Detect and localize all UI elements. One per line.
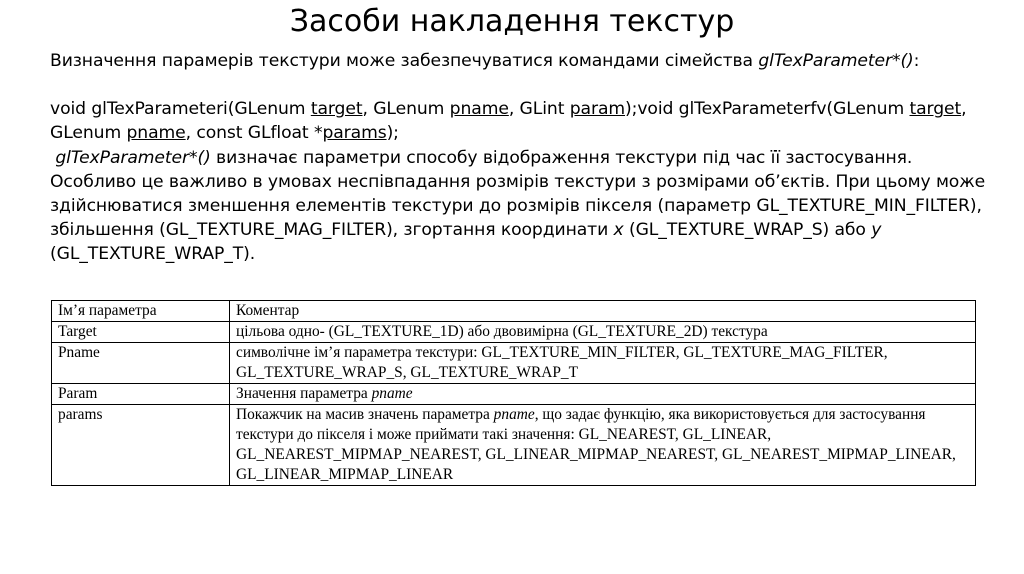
- intro-paragraph: [50, 49, 1000, 73]
- sig-part: , GLint: [508, 99, 570, 120]
- table-row: [52, 384, 976, 405]
- intro-colon: :: [913, 51, 920, 71]
- arg-pname: pname: [449, 99, 509, 120]
- param-name-cell: Param: [52, 384, 230, 405]
- param-comment-cell: [230, 384, 976, 405]
- description-text: визначає параметри способу відображення текстури під час її застосування. Особливо це важливо в умовах неспівпадання розмірів текстури з розмірами об’єктів. При цьому може здійснюватися зменшення елементів текстури до розмірів пікселя (параметр GL_TEXTURE_MIN_FILTER), збільшення (GL_TEXTURE_MAG_FILTER), згортання координати: [50, 147, 986, 241]
- comment-italic: pname: [371, 385, 413, 402]
- arg-params: params: [322, 123, 387, 144]
- arg-target: target: [310, 99, 363, 120]
- arg-pname: pname: [126, 123, 186, 144]
- description-text: (GL_TEXTURE_WRAP_T).: [50, 244, 256, 265]
- comment-italic: pname: [493, 406, 535, 423]
- arg-target: target: [909, 99, 962, 120]
- header-comment-cell: Коментар: [230, 301, 976, 322]
- sig-part: , GLenum: [362, 99, 450, 120]
- intro-text: Визначення парамерів текстури може забезпечуватися командами сімейства: [50, 51, 759, 71]
- comment-text: Покажчик на масив значень параметра: [236, 406, 494, 423]
- parameters-table: [51, 300, 976, 486]
- param-name-cell: Target: [52, 322, 230, 343]
- table-header-row: [52, 301, 976, 322]
- arg-param: param: [569, 99, 626, 120]
- table-row: [52, 405, 976, 486]
- sig-part: );void glTexParameterfv(GLenum: [625, 99, 910, 120]
- param-comment-cell: цільова одно- (GL_TEXTURE_1D) або двовимірна (GL_TEXTURE_2D) текстура: [230, 322, 976, 343]
- table-row: [52, 322, 976, 343]
- description-paragraph: [50, 146, 1000, 267]
- description-text: (GL_TEXTURE_WRAP_S) або: [623, 220, 872, 241]
- param-name-cell: Pname: [52, 343, 230, 384]
- sig-part: , const GLfloat *: [185, 123, 323, 144]
- paragraph-gap: [50, 73, 1000, 97]
- coord-x: x: [613, 220, 624, 241]
- param-comment-cell: символічне ім’я параметра текстури: GL_TEXTURE_MIN_FILTER, GL_TEXTURE_MAG_FILTER, GL_TEXTURE_WRAP_S, GL_TEXTURE_WRAP_T: [230, 343, 976, 384]
- sig-part: );: [386, 123, 399, 144]
- comment-text: , що задає функцію, яка використовується для застосування текстури до пікселя і може приймати такі значення: GL_NEAREST, GL_LINEAR, GL_NEAREST_MIPMAP_NEAREST, GL_LINEAR_MIPMAP_NEAREST, GL_NEAREST_MIPMAP_LINEAR, GL_LINEAR_MIPMAP_LINEAR: [236, 406, 956, 483]
- comment-text: Значення параметра: [236, 385, 372, 402]
- sig-part: void glTexParameteri(GLenum: [50, 99, 311, 120]
- header-name-cell: Ім’я параметра: [52, 301, 230, 322]
- function-signatures: [50, 97, 1000, 145]
- table-row: [52, 343, 976, 384]
- param-comment-cell: [230, 405, 976, 486]
- function-name: glTexParameter*(): [758, 51, 914, 71]
- sig-part: , GLenum: [50, 99, 967, 144]
- body-text: [50, 49, 1000, 267]
- param-name-cell: params: [52, 405, 230, 486]
- slide-title: Засоби накладення текстур: [289, 4, 735, 39]
- function-name: glTexParameter*(): [55, 147, 211, 168]
- coord-y: y: [871, 220, 882, 241]
